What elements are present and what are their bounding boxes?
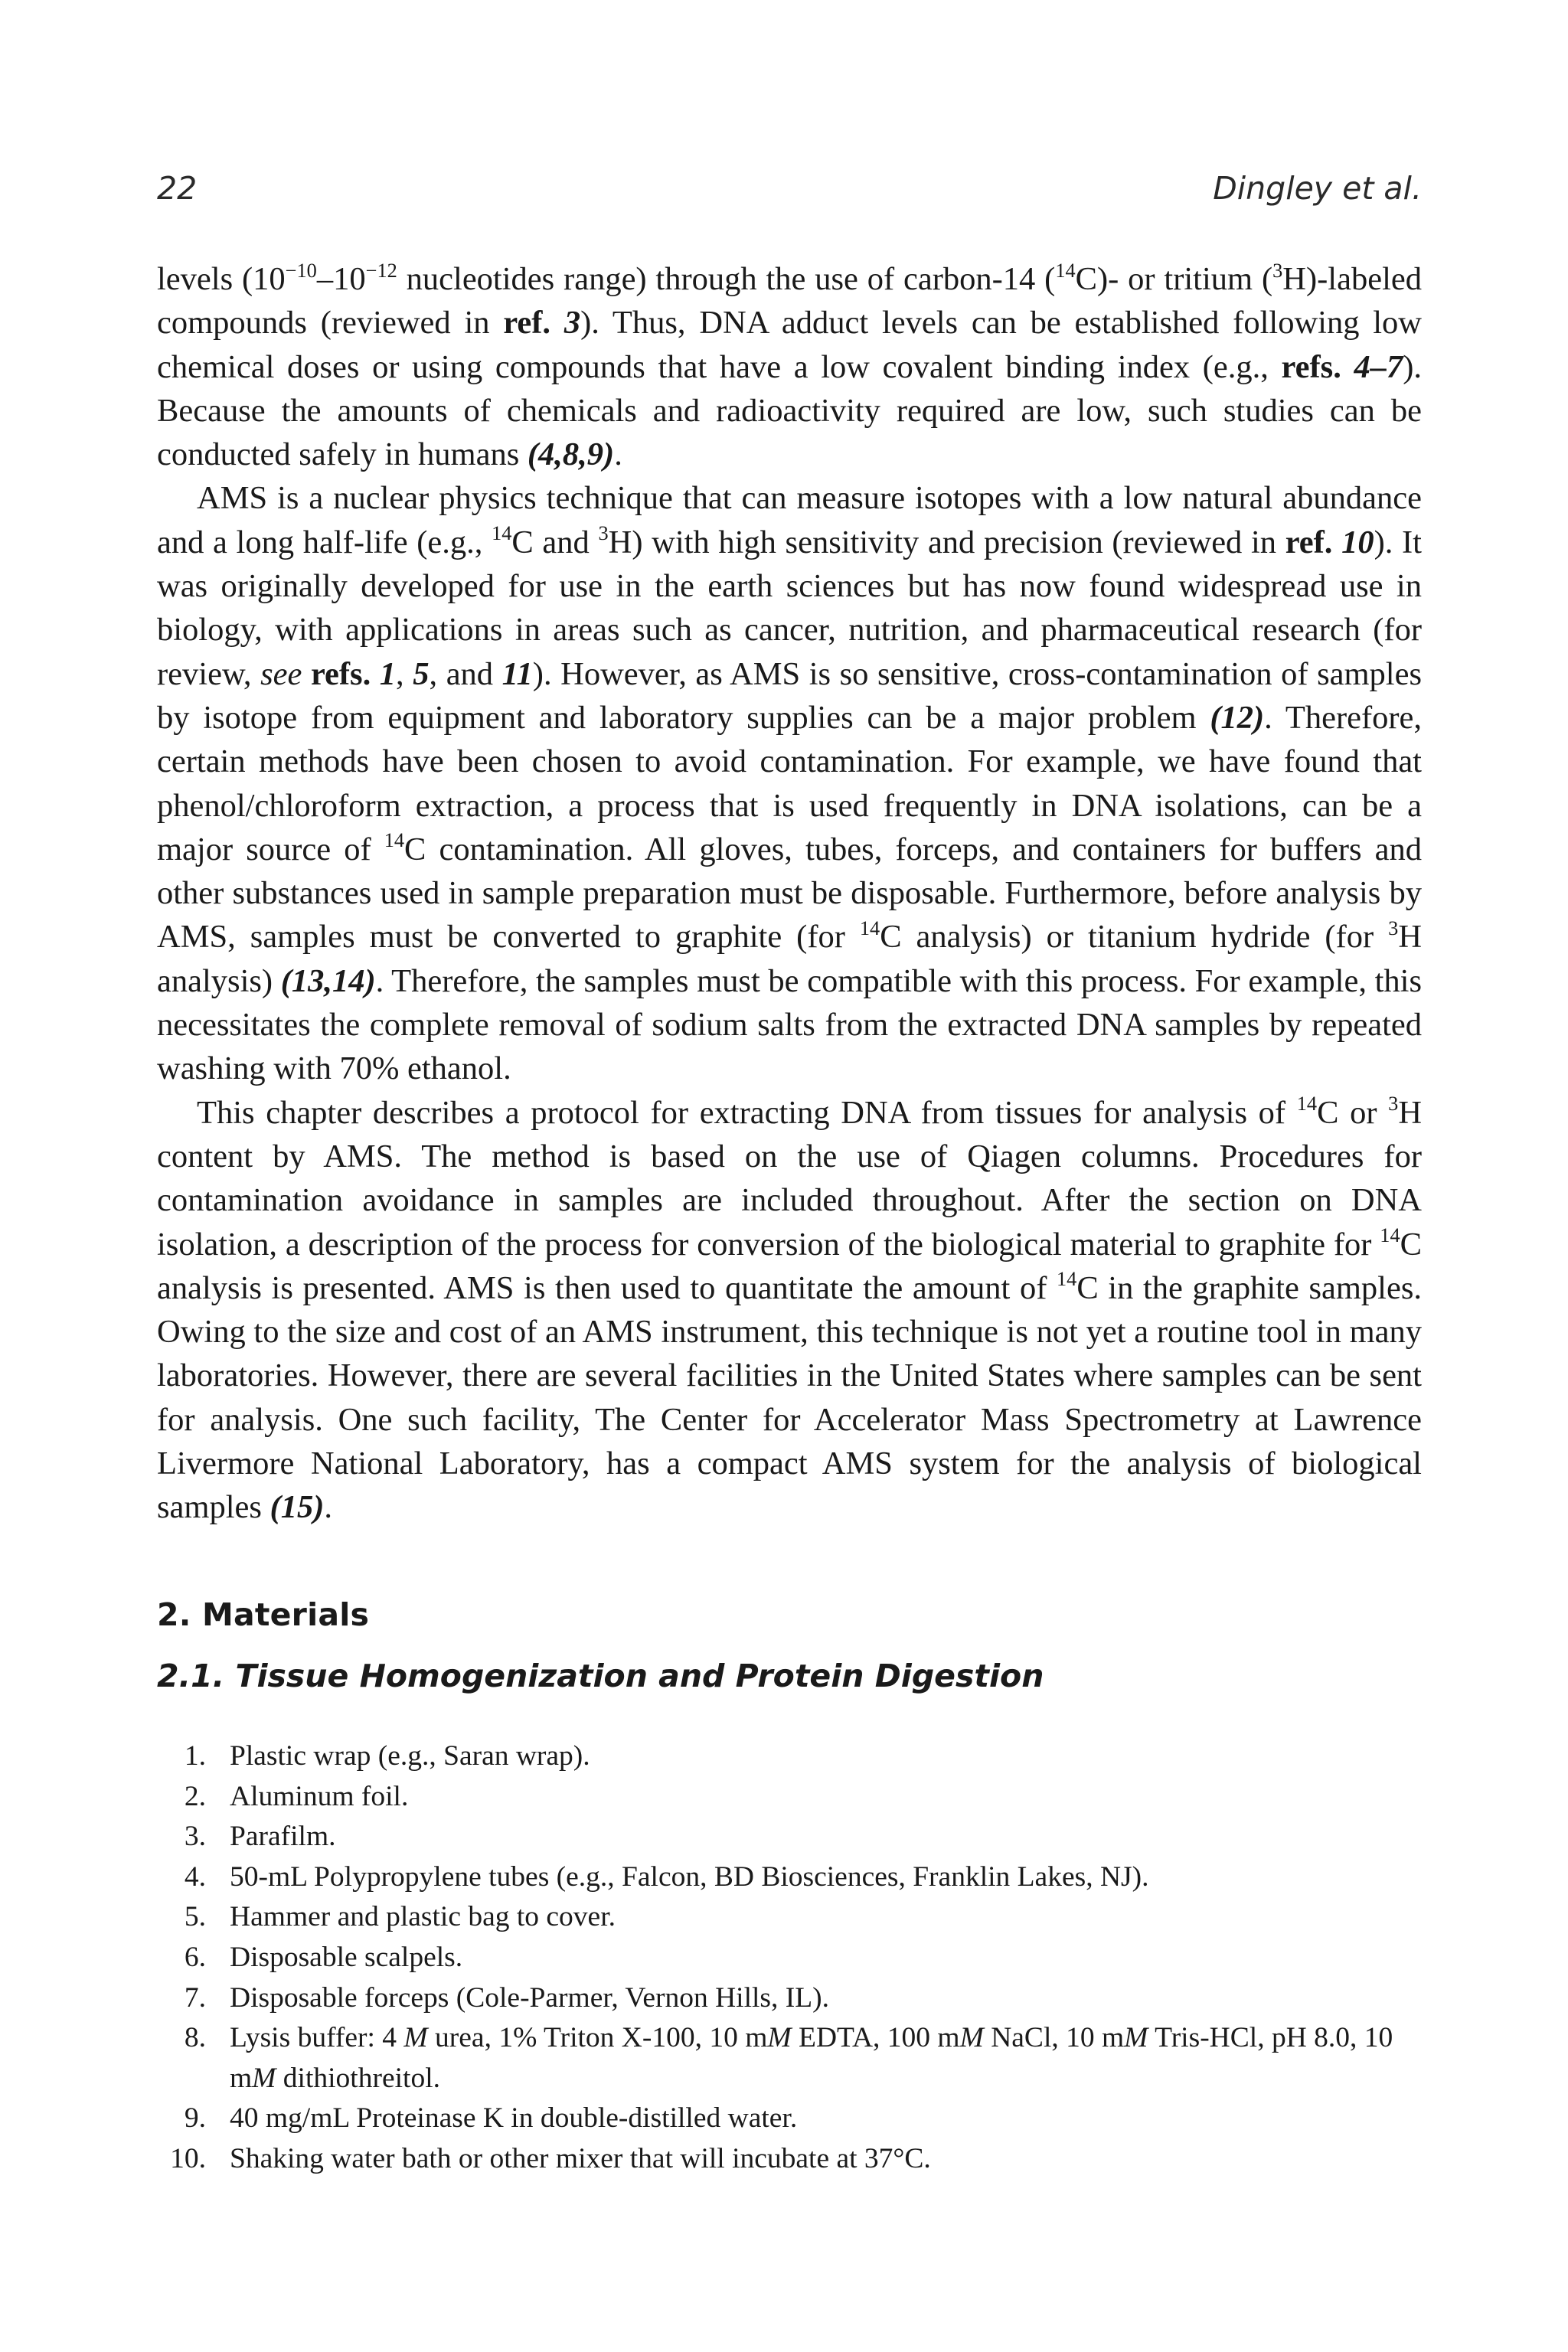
citation[interactable]: (13,14)	[280, 962, 376, 999]
subsection-heading: 2.1. Tissue Homogenization and Protein Digestion	[157, 1658, 1044, 1694]
list-item: 10. Shaking water bath or other mixer that will incubate at 37°C.	[170, 2142, 931, 2174]
citation[interactable]: (12)	[1210, 699, 1265, 736]
list-item: 4. 50-mL Polypropylene tubes (e.g., Falcon, BD Biosciences, Franklin Lakes, NJ).	[184, 1860, 1149, 1893]
reference-link[interactable]: ref. 3	[503, 305, 581, 341]
reference-link[interactable]: 11	[501, 655, 533, 692]
citation[interactable]: (4,8,9)	[527, 436, 615, 473]
reference-link[interactable]: refs. 1	[310, 655, 397, 692]
running-head	[157, 170, 1422, 216]
list-item: 3. Parafilm.	[184, 1821, 336, 1853]
list-item: 1. Plastic wrap (e.g., Saran wrap).	[184, 1740, 590, 1772]
paragraph-1: levels ($10^{-10}-10^{-12}$ nucleotides range) through the use of carbon-14 ($^{14}$C)- or tritium ($^3$H)-labeled compounds (reviewed in ref. 3). Thus, DNA adduct levels can be established following low chemical doses or using compounds that have a low covalent binding index (e.g., refs. 4–7). Because the amounts of chemicals and radioactivity required are low, such studies can be conducted safely in humans (4,8,9).	[157, 259, 1422, 473]
paragraph-3: This chapter describes a protocol for extracting DNA from tissues for analysis of $^{14}$C or $^3$H content by AMS. The method is based on the use of Qiagen columns. Procedures for contamination avoidance in samples are included throughout. After the section on DNA isolation, a description of the process for conversion of the biological material to graphite for $^{14}$C analysis is presented. AMS is then used to quantitate the amount of $^{14}$C in the graphite samples. Owing to the size and cost of an AMS instrument, this technique is not yet a routine tool in many laboratories. However, there are several facilities in the United States where samples can be sent for analysis. One such facility, The Center for Accelerator Mass Spectrometry at Lawrence Livermore National Laboratory, has a compact AMS system for the analysis of biological samples (15).	[157, 1093, 1423, 1526]
list-item: 6. Disposable scalpels.	[184, 1941, 463, 1973]
list-item: 9. 40 mg/mL Proteinase K in double-distilled water.	[184, 2102, 798, 2135]
reference-link[interactable]: ref. 10	[1285, 524, 1374, 560]
paragraph-2: AMS is a nuclear physics technique that can measure isotopes with a low natural abundance and a long half-life (e.g., $^{14}$C and $^3$H) with high sensitivity and precision (reviewed in ref. 10). It was originally developed for use in the earth sciences but has now found widespread use in biology, with applications in areas such as cancer, nutrition, and pharmaceutical research (for review, see refs. 1, 5, and 11). However, as AMS is so sensitive, cross-contamination of samples by isotope from equipment and laboratory supplies can be a major problem (12). Therefore, certain methods have been chosen to avoid contamination. For example, we have found that phenol/chloroform extraction, a process that is used frequently in DNA isolations, can be a major source of $^{14}$C contamination. All gloves, tubes, forceps, and containers for buffers and other substances used in sample preparation must be disposable. Furthermore, before analysis by AMS, samples must be converted to graphite (for $^{14}$C analysis) or titanium hydride (for $^3$H analysis) (13,14). Therefore, the samples must be compatible with this process. For example, this necessitates the complete removal of sodium salts from the extracted DNA samples by repeated washing with 70% ethanol.	[157, 480, 1423, 1087]
list-item: 5. Hammer and plastic bag to cover.	[184, 1901, 616, 1933]
citation[interactable]: (15)	[270, 1489, 325, 1526]
body-text	[157, 257, 1422, 1530]
list-item: 8. Lysis buffer: 4 M urea, 1% Triton X-100, 10 mM EDTA, 100 mM NaCl, 10 mM Tris-HCl, pH 8.0, 10 mM dithiothreitol.	[184, 2022, 1393, 2094]
page-number: 22	[157, 170, 198, 207]
section-heading: 2. Materials	[157, 1596, 370, 1633]
running-head-authors: Dingley et al.	[1213, 170, 1422, 207]
reference-link[interactable]: 5	[413, 655, 430, 692]
list-item: 7. Disposable forceps (Cole-Parmer, Vernon Hills, IL).	[184, 1981, 830, 2014]
list-item: 2. Aluminum foil.	[184, 1780, 409, 1812]
materials-list	[157, 1736, 1422, 2180]
reference-link[interactable]: refs. 4–7	[1281, 348, 1403, 385]
